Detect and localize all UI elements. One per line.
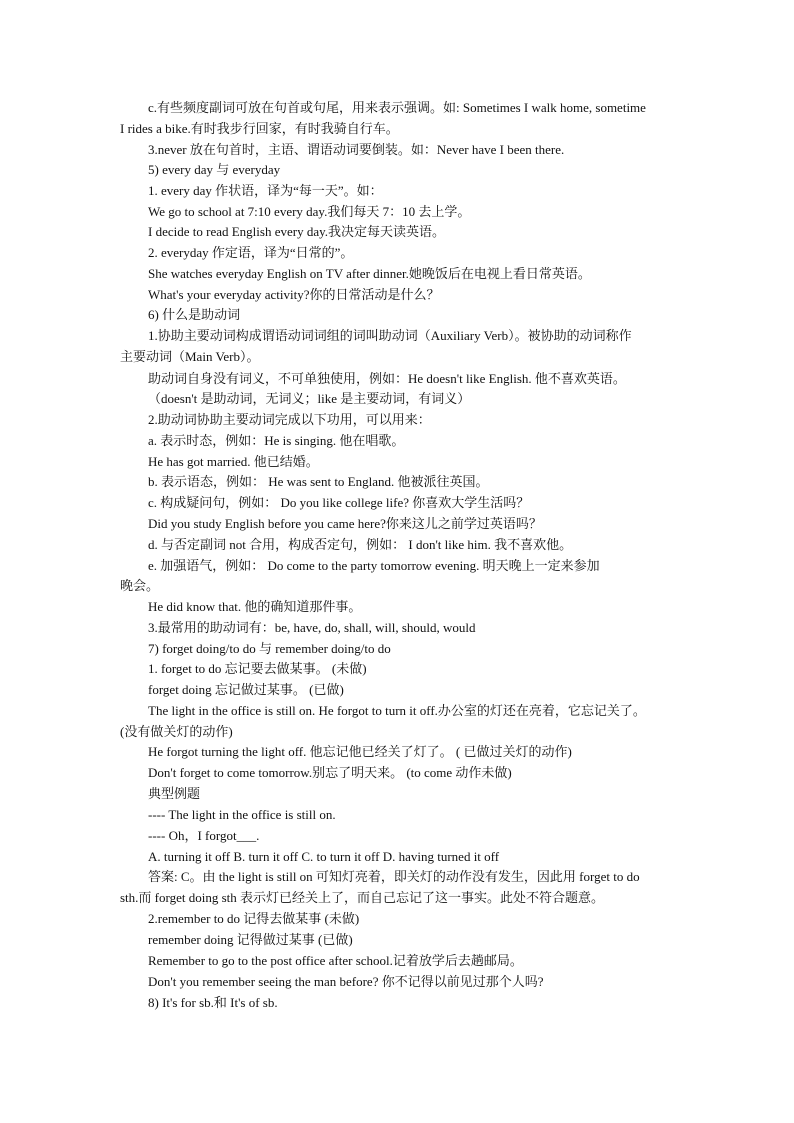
text-line: The light in the office is still on. He forgot to turn it off.办公室的灯还在亮着，它忘记关了。 [148, 703, 646, 718]
text-line: We go to school at 7:10 every day.我们每天 7：10 去上学。 [148, 204, 471, 219]
text-line: 3.never 放在句首时，主语、谓语动词要倒装。如：Never have I been there. [148, 142, 565, 157]
text-line: remember doing 记得做过某事 (已做) [148, 932, 353, 947]
text-line: 晚会。 [120, 578, 160, 593]
text-line: Don't forget to come tomorrow.别忘了明天来。 (to come 动作未做) [148, 765, 512, 780]
text-line: c.有些频度副词可放在句首或句尾，用来表示强调。如: Sometimes I walk home, sometime [148, 100, 646, 115]
text-line: (没有做关灯的动作) [120, 724, 233, 739]
text-line: She watches everyday English on TV after dinner.她晚饭后在电视上看日常英语。 [148, 266, 591, 281]
text-line: What's your everyday activity?你的日常活动是什么？ [148, 287, 440, 302]
text-line: c. 构成疑问句，例如： Do you like college life? 你喜欢大学生活吗？ [148, 495, 530, 510]
text-line: d. 与否定副词 not 合用，构成否定句，例如： I don't like him. 我不喜欢他。 [148, 537, 573, 552]
text-line: I decide to read English every day.我决定每天读英语。 [148, 224, 446, 239]
text-line: ---- Oh，I forgot___. [148, 828, 260, 843]
text-line: （doesn't 是助动词，无词义；like 是主要动词，有词义） [148, 391, 471, 406]
text-line: a. 表示时态，例如：He is singing. 他在唱歌。 [148, 433, 405, 448]
text-line: 助动词自身没有词义，不可单独使用，例如：He doesn't like English. 他不喜欢英语。 [148, 371, 626, 386]
text-line: Don't you remember seeing the man before? 你不记得以前见过那个人吗? [148, 974, 544, 989]
text-line: Did you study English before you came here?你来这儿之前学过英语吗？ [148, 516, 542, 531]
text-line: b. 表示语态，例如： He was sent to England. 他被派往英国。 [148, 474, 489, 489]
text-line: He has got married. 他已结婚。 [148, 454, 319, 469]
text-line: He forgot turning the light off. 他忘记他已经关了灯了。 ( 已做过关灯的动作) [148, 744, 572, 759]
text-line: He did know that. 他的确知道那件事。 [148, 599, 362, 614]
text-line: sth.而 forget doing sth 表示灯已经关上了，而自己忘记了这一事实。此处不符合题意。 [120, 890, 605, 905]
text-line: 1.协助主要动词构成谓语动词词组的词叫助动词（Auxiliary Verb）。被协助的动词称作 [148, 328, 632, 343]
text-line: 1. every day 作状语，译为“每一天”。如： [148, 183, 383, 198]
text-line: Remember to go to the post office after school.记着放学后去趟邮局。 [148, 953, 523, 968]
section-heading: 8) It's for sb.和 It's of sb. [148, 995, 278, 1010]
text-line: 2.助动词协助主要动词完成以下功用，可以用来： [148, 412, 431, 427]
section-heading: 5) every day 与 everyday [148, 162, 281, 177]
text-line: 1. forget to do 忘记要去做某事。 (未做) [148, 661, 367, 676]
text-line: 主要动词（Main Verb）。 [120, 349, 260, 364]
text-line: A. turning it off B. turn it off C. to turn it off D. having turned it off [148, 849, 500, 864]
text-line: forget doing 忘记做过某事。 (已做) [148, 682, 344, 697]
section-heading: 6) 什么是助动词 [148, 307, 241, 322]
section-heading: 7) forget doing/to do 与 remember doing/to do [148, 641, 391, 656]
section-heading: 典型例题 [148, 786, 201, 801]
text-line: 2.remember to do 记得去做某事 (未做) [148, 911, 360, 926]
text-line: I rides a bike.有时我步行回家，有时我骑自行车。 [120, 121, 399, 136]
text-line: ---- The light in the office is still on. [148, 807, 336, 822]
text-line: 3.最常用的助动词有：be, have, do, shall, will, should, would [148, 620, 476, 635]
text-line: 答案: C。由 the light is still on 可知灯亮着，即关灯的动作没有发生，因此用 forget to do [148, 869, 640, 884]
text-line: e. 加强语气，例如： Do come to the party tomorrow evening. 明天晚上一定来参加 [148, 558, 600, 573]
text-line: 2. everyday 作定语，译为“日常的”。 [148, 245, 354, 260]
